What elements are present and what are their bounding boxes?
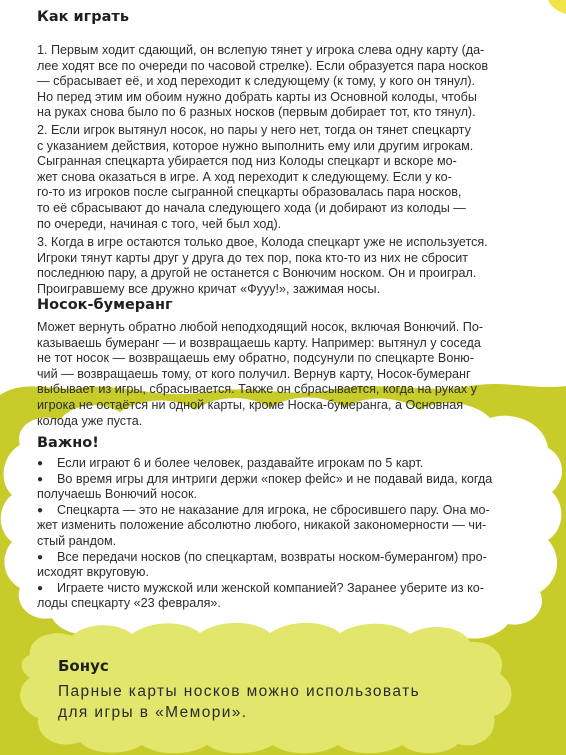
text-line: Но перед этим им обоим нужно добрать карты из Основной колоды, чтобы <box>37 89 477 104</box>
text-line: чий — возвращаешь тому, от кого получил. Вернув карту, Носок-бумеранг <box>37 366 471 381</box>
boomerang-paragraph <box>37 320 483 429</box>
text-line: Все передачи носков (по спецкартам, возвраты носком-бумерангом) про- <box>57 549 487 564</box>
text-line: не тот носок — возвращаешь ему обратно, подсунули по спецкарте Воню- <box>37 351 474 366</box>
bullet-icon: ● <box>37 504 44 516</box>
important-item <box>37 503 492 550</box>
text-line: последнюю пару, а другой не останется с Вонючим носком. Он и проиграл. <box>37 266 477 281</box>
text-line: Играете чисто мужской или женской компанией? Заранее уберите из ко- <box>57 580 484 595</box>
bullet-icon: ● <box>37 582 44 594</box>
text-line: игрока не остаётся ни одной карты, кроме Носка-бумеранга, а Основная <box>37 397 464 412</box>
text-line: Сыгранная спецкарта убирается под низ Колоды спецкарт и вскоре мо- <box>37 154 457 169</box>
boomerang-title: Носок-бумеранг <box>37 297 173 313</box>
text-line: получаешь Вонючий носок. <box>37 487 197 502</box>
bullet-icon: ● <box>37 458 44 469</box>
text-line: Спецкарта — это не наказание для игрока, не сбросившего пару. Она мо- <box>57 502 490 517</box>
text-line: стый рандом. <box>37 533 117 548</box>
text-line: Проигравшему все дружно кричат «Фууу!», зажимая носы. <box>37 281 381 296</box>
how-to-play-title: Как играть <box>37 9 129 25</box>
important-item <box>37 550 492 581</box>
text-line: жет снова оказаться в игре. А ход переходит к следующему. Если у ко- <box>37 169 452 184</box>
text-line: Если играют 6 и более человек, раздавайте игрокам по 5 карт. <box>57 456 424 470</box>
important-item <box>37 581 492 612</box>
text-line: жет изменить положение абсолютно любого, никакой закономерности — чи- <box>37 518 487 533</box>
text-line: Парные карты носков можно использовать <box>58 683 421 700</box>
text-line: по очереди, начиная с того, чей был ход). <box>37 216 282 231</box>
important-item <box>37 472 492 503</box>
text-line: Во время игры для интриги держи «покер фейс» и не подавай вида, когда <box>57 471 493 486</box>
text-line: выбывает из игры, сбрасывается. Также он сбрасывается, когда на руках у <box>37 382 477 397</box>
how-to-play-paragraph-3 <box>37 235 488 297</box>
text-line: 3. Когда в игре остаются только двое, Колода спецкарт уже не используется. <box>37 235 488 249</box>
text-line: колода уже пуста. <box>37 413 143 428</box>
text-line: с указанием действия, которое нужно выполнить ему или другим игрокам. <box>37 138 474 153</box>
text-line: лоды спецкарту «23 февраля». <box>37 596 221 611</box>
bullet-icon: ● <box>37 551 44 563</box>
text-line: Игроки тянут карты друг у друга до тех пор, пока кто-то из них не сбросит <box>37 250 469 265</box>
text-line: — сбрасывает её, и ход переходит к следующему (к тому, у кого он тянул). <box>37 74 476 89</box>
text-line: лее ходят все по очереди по часовой стрелке). Если образуется пара носков <box>37 58 489 73</box>
how-to-play-paragraph-2 <box>37 123 473 232</box>
text-line: для игры в «Мемори». <box>58 704 248 721</box>
how-to-play-paragraph-1 <box>37 43 488 121</box>
bullet-icon: ● <box>37 473 44 485</box>
text-line: то её сбрасывают до начала следующего хода (и добирают из колоды — <box>37 200 466 215</box>
text-line: на руках снова было по 6 разных носков (первым добирает тот, кто тянул). <box>37 105 476 120</box>
important-list <box>37 456 492 612</box>
text-line: исходят вкруговую. <box>37 565 149 580</box>
text-line: го-то из игроков после сыгранной спецкарты образовалась пара носков, <box>37 185 462 200</box>
bonus-title: Бонус <box>58 657 109 675</box>
bonus-paragraph <box>58 681 420 723</box>
important-title: Важно! <box>37 435 99 451</box>
important-item <box>37 456 492 472</box>
text-line: 2. Если игрок вытянул носок, но пары у него нет, тогда он тянет спецкарту <box>37 123 471 137</box>
text-line: Может вернуть обратно любой неподходящий носок, включая Вонючий. По- <box>37 320 484 334</box>
text-line: 1. Первым ходит сдающий, он вслепую тянет у игрока слева одну карту (да- <box>37 43 485 57</box>
text-line: казываешь бумеранг — и возвращаешь карту. Например: вытянул у соседа <box>37 335 481 350</box>
